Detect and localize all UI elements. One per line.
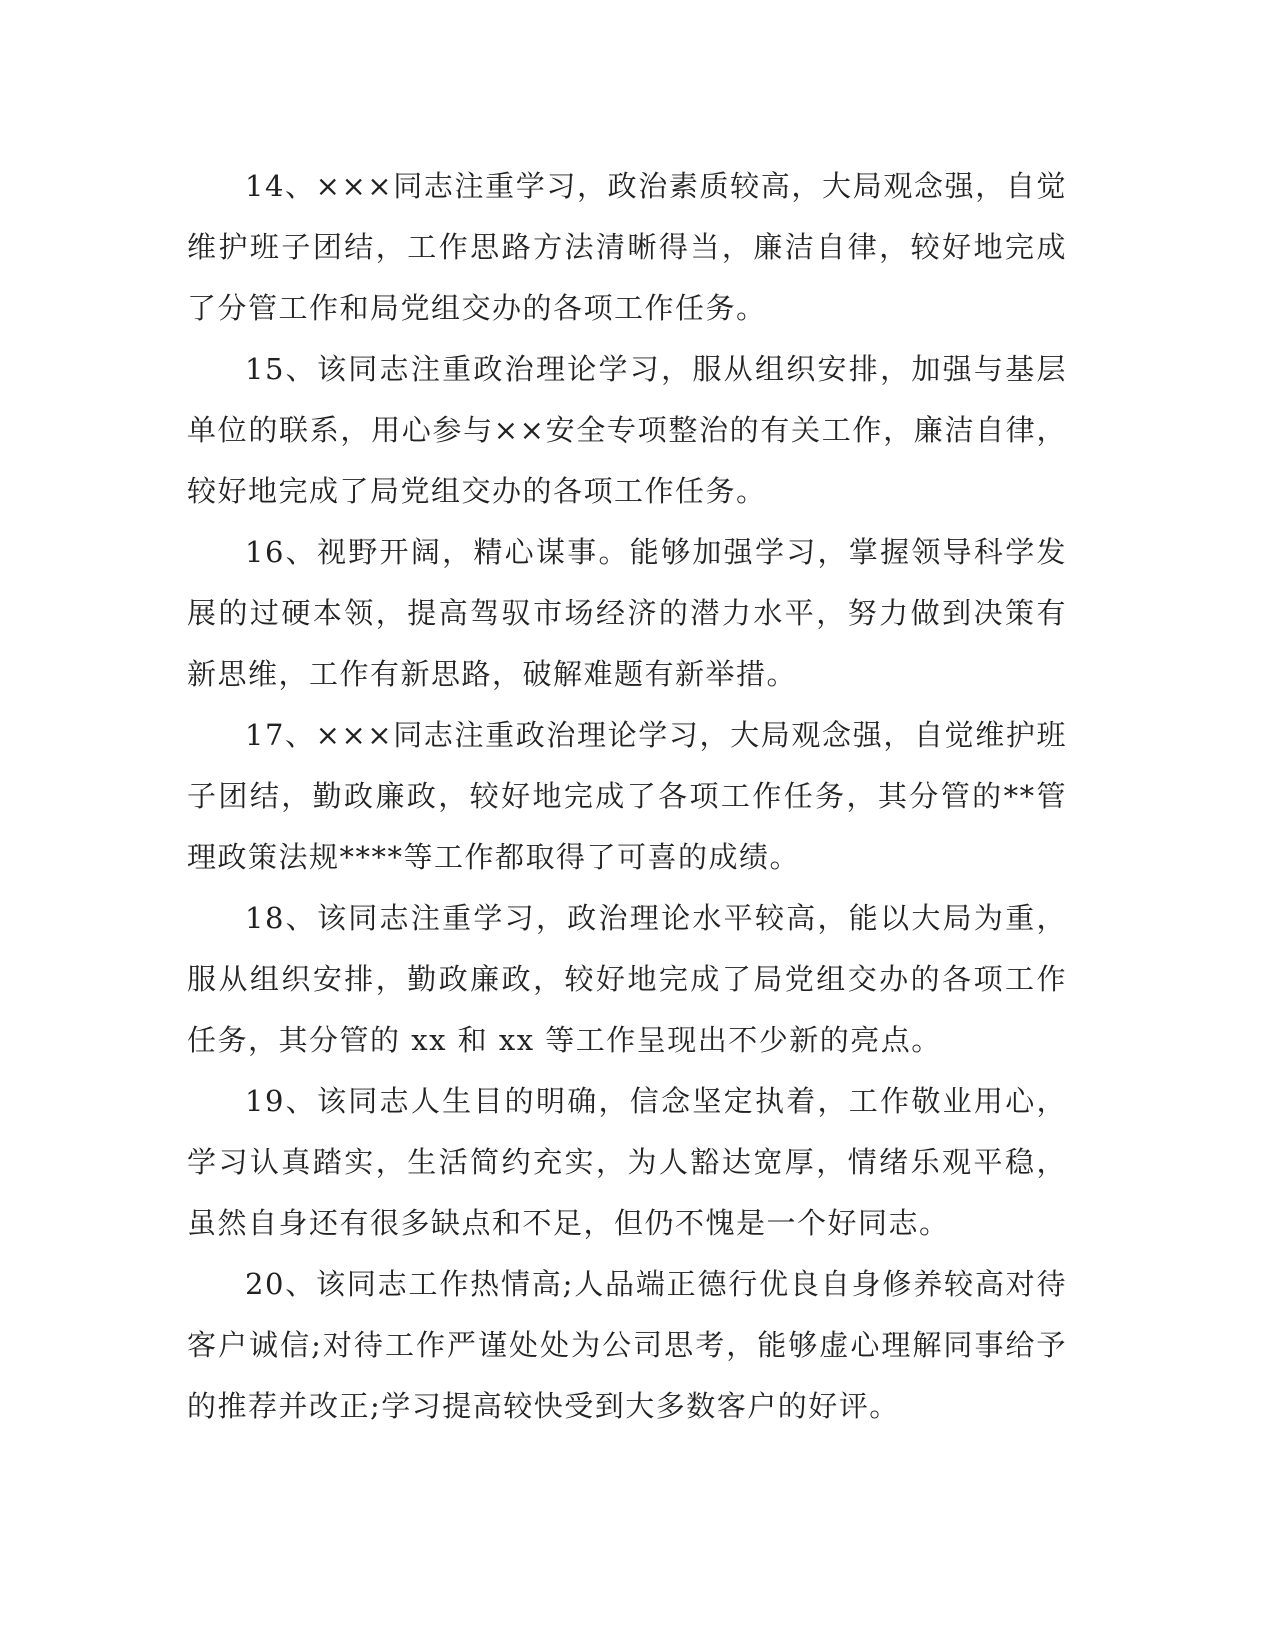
paragraph-19: 19、该同志人生目的明确，信念坚定执着，工作敬业用心，学习认真踏实，生活简约充实，为人豁达宽厚，情绪乐观平稳，虽然自身还有很多缺点和不足，但仍不愧是一个好同志。	[187, 1084, 1067, 1240]
paragraph-14: 14、×××同志注重学习，政治素质较高，大局观念强，自觉维护班子团结，工作思路方法清晰得当，廉洁自律，较好地完成了分管工作和局党组交办的各项工作任务。	[187, 169, 1067, 325]
paragraph-18: 18、该同志注重学习，政治理论水平较高，能以大局为重，服从组织安排，勤政廉政，较好地完成了局党组交办的各项工作任务，其分管的 xx 和 xx 等工作呈现出不少新的亮点。	[187, 901, 1067, 1057]
document-body	[187, 156, 1067, 1437]
paragraph-17: 17、×××同志注重政治理论学习，大局观念强，自觉维护班子团结，勤政廉政，较好地完成了各项工作任务，其分管的**管理政策法规****等工作都取得了可喜的成绩。	[187, 718, 1067, 874]
paragraph-15: 15、该同志注重政治理论学习，服从组织安排，加强与基层单位的联系，用心参与××安全专项整治的有关工作，廉洁自律，较好地完成了局党组交办的各项工作任务。	[187, 352, 1067, 508]
paragraph-20: 20、该同志工作热情高;人品端正德行优良自身修养较高对待客户诚信;对待工作严谨处处为公司思考，能够虚心理解同事给予的推荐并改正;学习提高较快受到大多数客户的好评。	[187, 1267, 1067, 1423]
paragraph-16: 16、视野开阔，精心谋事。能够加强学习，掌握领导科学发展的过硬本领，提高驾驭市场经济的潜力水平，努力做到决策有新思维，工作有新思路，破解难题有新举措。	[187, 535, 1067, 691]
